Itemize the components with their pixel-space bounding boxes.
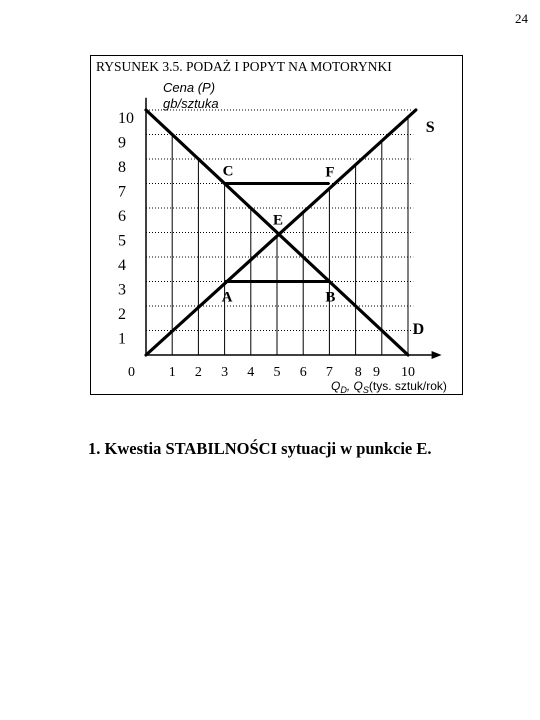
x-axis-title-part-3: S <box>362 385 369 395</box>
x-axis-title-part-1: D <box>340 385 347 395</box>
x-tick-label-2: 2 <box>194 365 202 380</box>
x-axis-title-part-2: , Q <box>346 379 363 393</box>
x-tick-label-5: 5 <box>273 365 281 380</box>
x-axis-title-part-0: Q <box>331 379 341 393</box>
y-tick-label-6: 6 <box>118 208 126 225</box>
x-tick-label-8: 8 <box>354 365 362 380</box>
y-tick-label-1: 1 <box>118 330 126 348</box>
y-tick-label-4: 4 <box>118 257 126 274</box>
y-tick-label-2: 2 <box>118 306 126 323</box>
y-tick-label-5: 5 <box>118 232 126 250</box>
y-tick-label-8: 8 <box>118 159 126 176</box>
demand-label: D <box>412 321 425 339</box>
x-tick-label-3: 3 <box>221 365 229 380</box>
point-label-A: A <box>221 289 233 306</box>
y-axis-unit: gb/sztuka <box>163 96 219 111</box>
axis-layer <box>146 98 442 359</box>
x-axis-title <box>331 379 447 395</box>
y-tick-label-10: 10 <box>118 110 134 127</box>
x-tick-label-10: 10 <box>401 365 415 380</box>
x-tick-label-9: 9 <box>373 365 381 380</box>
y-tick-label-9: 9 <box>118 134 126 152</box>
x-axis-title-part-4: (tys. sztuk/rok) <box>368 379 447 393</box>
y-axis-title: Cena (P) <box>163 80 216 95</box>
curve-layer <box>146 110 416 355</box>
supply-label: S <box>425 119 435 137</box>
x-tick-label-6: 6 <box>299 365 307 380</box>
point-label-C: C <box>222 163 234 180</box>
point-label-E: E <box>273 212 284 229</box>
x-tick-label-7: 7 <box>325 365 333 380</box>
caption: 1. Kwestia STABILNOŚCI sytuacji w punkcie E. <box>88 439 432 458</box>
figure-title: RYSUNEK 3.5. PODAŻ I POPYT NA MOTORYNKI <box>96 59 392 74</box>
point-label-B: B <box>325 289 336 306</box>
x-origin-label: 0 <box>128 365 135 380</box>
y-tick-label-7: 7 <box>118 183 126 201</box>
point-label-F: F <box>325 164 335 181</box>
x-axis-arrow <box>432 351 442 359</box>
y-tick-label-3: 3 <box>118 281 126 299</box>
page-number: 24 <box>515 11 528 26</box>
x-tick-label-1: 1 <box>168 365 176 380</box>
x-tick-label-4: 4 <box>247 365 255 380</box>
